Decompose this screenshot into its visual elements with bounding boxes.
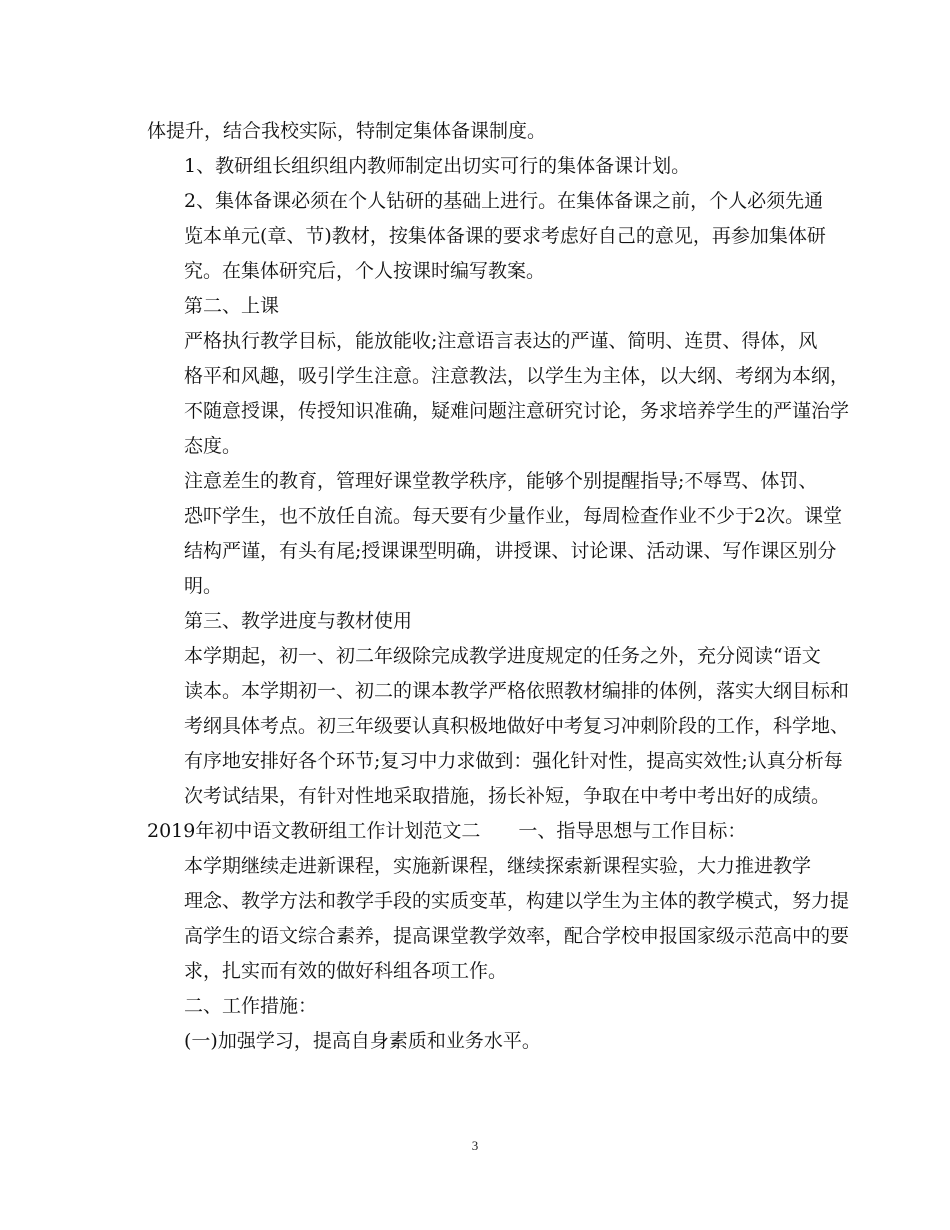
paragraph-line: (一)加强学习，提高自身素质和业务水平。 xyxy=(184,1030,541,1052)
paragraph-line: 2019年初中语文教研组工作计划范文二 一、指导思想与工作目标： xyxy=(147,820,747,842)
paragraph-line: 态度。 xyxy=(184,435,242,457)
paragraph-p7 xyxy=(147,604,812,639)
paragraph-line: 本学期起，初一、初二年级除完成教学进度规定的任务之外，充分阅读“语文 xyxy=(184,645,821,667)
paragraph-line: 理念、教学方法和教学手段的实质变革，构建以学生为主体的教学模式，努力提 xyxy=(184,890,850,912)
paragraph-p4 xyxy=(147,289,812,324)
page-number: 3 xyxy=(471,1138,479,1153)
paragraph-line: 高学生的语文综合素养，提高课堂教学效率，配合学校申报国家级示范高中的要 xyxy=(184,925,850,947)
paragraph-line: 本学期继续走进新课程，实施新课程，继续探索新课程实验，大力推进教学 xyxy=(184,855,812,877)
paragraph-line: 1、教研组长组织组内教师制定出切实可行的集体备课计划。 xyxy=(184,155,691,177)
paragraph-line: 结构严谨，有头有尾;授课课型明确，讲授课、讨论课、活动课、写作课区别分 xyxy=(184,540,837,562)
paragraph-p5 xyxy=(147,324,850,464)
paragraph-line: 二、工作措施： xyxy=(184,995,318,1017)
paragraph-line: 考纲具体考点。初三年级要认真积极地做好中考复习冲刺阶段的工作，科学地、 xyxy=(184,715,850,737)
paragraph-line: 格平和风趣，吸引学生注意。注意教法，以学生为主体，以大纲、考纲为本纲， xyxy=(184,365,850,387)
paragraph-line: 恐吓学生，也不放任自流。每天要有少量作业，每周检查作业不少于2次。课堂 xyxy=(184,505,843,527)
paragraph-line: 读本。本学期初一、初二的课本教学严格依照教材编排的体例，落实大纲目标和 xyxy=(184,680,850,702)
paragraph-line: 体提升，结合我校实际，特制定集体备课制度。 xyxy=(147,120,547,142)
paragraph-line: 究。在集体研究后，个人按课时编写教案。 xyxy=(184,260,546,282)
paragraph-p11 xyxy=(147,989,812,1024)
paragraph-line: 2、集体备课必须在个人钻研的基础上进行。在集体备课之前，个人必须先通 xyxy=(184,190,824,212)
paragraph-p8 xyxy=(147,639,850,814)
paragraph-p6 xyxy=(147,464,843,604)
paragraph-p2 xyxy=(147,149,812,184)
paragraph-line: 明。 xyxy=(184,575,223,597)
paragraph-p9 xyxy=(147,814,812,849)
paragraph-line: 不随意授课，传授知识准确，疑难问题注意研究讨论，务求培养学生的严谨治学 xyxy=(184,400,850,422)
paragraph-line: 有序地安排好各个环节;复习中力求做到：强化针对性，提高实效性;认真分析每 xyxy=(184,750,843,772)
paragraph-line: 第三、教学进度与教材使用 xyxy=(184,610,413,632)
paragraph-p3 xyxy=(147,184,826,289)
paragraph-p1 xyxy=(147,114,812,149)
paragraph-line: 注意差生的教育，管理好课堂教学秩序，能够个别提醒指导;不辱骂、体罚、 xyxy=(184,470,818,492)
paragraph-line: 次考试结果，有针对性地采取措施，扬长补短，争取在中考中考出好的成绩。 xyxy=(184,785,831,807)
paragraph-line: 求，扎实而有效的做好科组各项工作。 xyxy=(184,960,508,982)
paragraph-line: 第二、上课 xyxy=(184,295,280,317)
paragraph-p10 xyxy=(147,849,850,989)
paragraph-p12 xyxy=(147,1024,812,1059)
paragraph-line: 严格执行教学目标，能放能收;注意语言表达的严谨、简明、连贯、得体，风 xyxy=(184,330,818,352)
paragraph-line: 览本单元(章、节)教材，按集体备课的要求考虑好自己的意见，再参加集体研 xyxy=(184,225,826,247)
document-body xyxy=(147,114,850,1059)
